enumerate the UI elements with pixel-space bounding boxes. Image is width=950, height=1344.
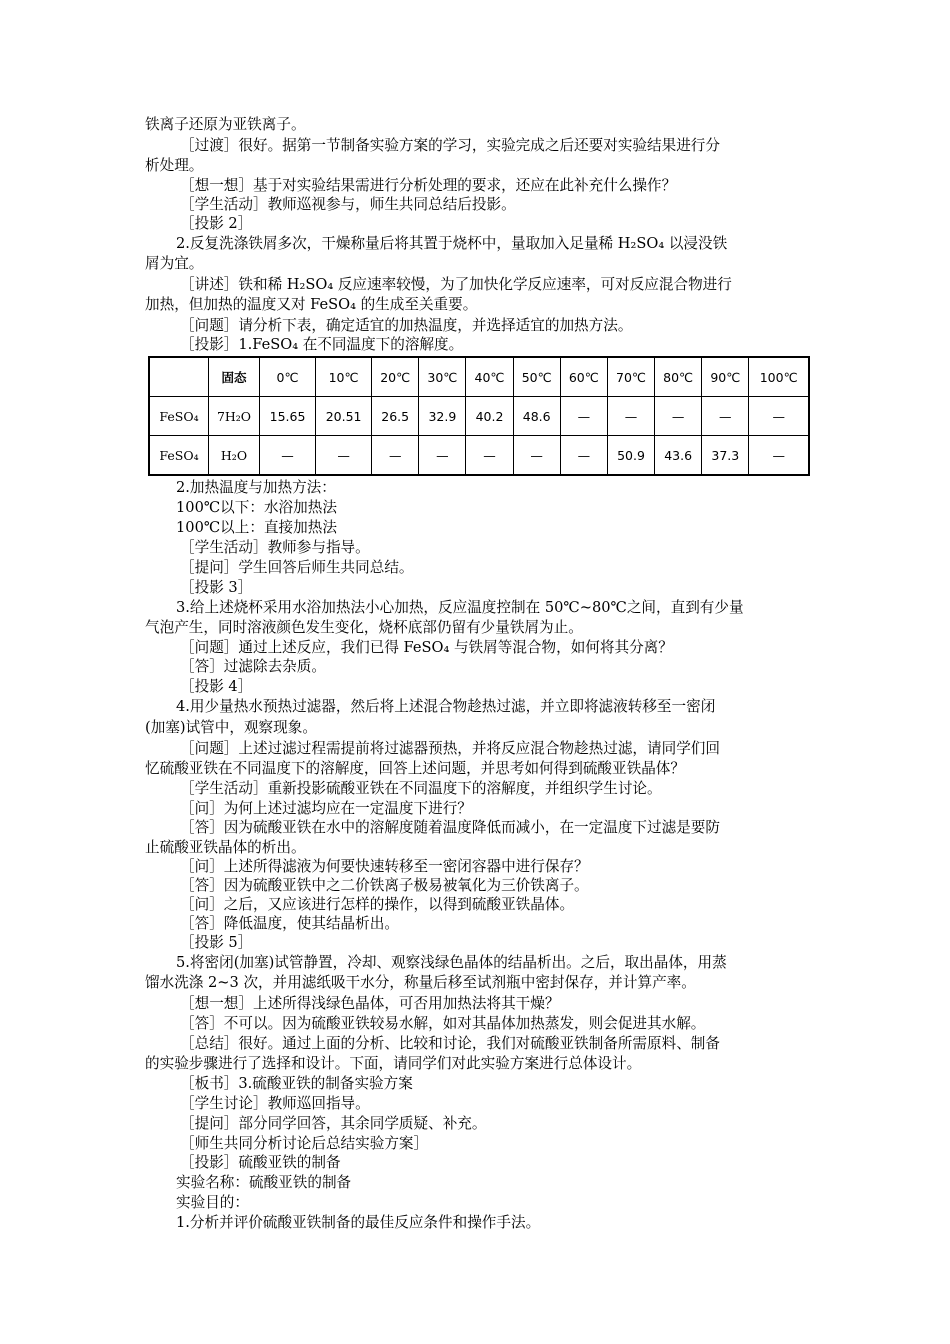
text-line: 铁离子还原为亚铁离子。	[145, 116, 306, 133]
text-line: ［过渡］很好。据第一节制备实验方案的学习，实验完成之后还要对实验结果进行分	[180, 137, 720, 154]
text-line: ［问题］通过上述反应，我们已得 FeSO₄ 与铁屑等混合物，如何将其分离？	[180, 639, 673, 656]
text-line: 析处理。	[145, 157, 204, 174]
text-line: 屑为宜。	[145, 255, 204, 272]
table-cell: 15.65	[260, 397, 316, 436]
text-line: 忆硫酸亚铁在不同温度下的溶解度，回答上述问题，并思考如何得到硫酸亚铁晶体？	[145, 760, 685, 777]
table-cell: —	[607, 397, 654, 436]
text-line: ［问］上述所得滤液为何要快速转移至一密闭容器中进行保存？	[180, 858, 589, 875]
table-cell: FeSO₄	[149, 397, 209, 436]
text-line: 实验名称：硫酸亚铁的制备	[176, 1174, 352, 1191]
solubility-table	[148, 356, 810, 476]
table-cell: 40.2	[466, 397, 513, 436]
table-header-cell: 80℃	[655, 357, 702, 397]
text-line: ［学生活动］教师参与指导。	[180, 539, 370, 556]
table-header-cell: 20℃	[372, 357, 419, 397]
table-cell: —	[419, 436, 466, 476]
text-line: ［师生共同分析讨论后总结实验方案］	[180, 1135, 429, 1152]
text-line: ［问］为何上述过滤均应在一定温度下进行？	[180, 800, 472, 817]
text-line: ［投影］硫酸亚铁的制备	[180, 1154, 341, 1171]
text-line: 1.分析并评价硫酸亚铁制备的最佳反应条件和操作手法。	[176, 1214, 541, 1231]
table-header-cell: 100℃	[749, 357, 809, 397]
text-line: ［总结］很好。通过上面的分析、比较和讨论，我们对硫酸亚铁制备所需原料、制备	[180, 1035, 720, 1052]
table-header-cell	[149, 357, 209, 397]
text-line: 的实验步骤进行了选择和设计。下面，请同学们对此实验方案进行总体设计。	[145, 1055, 642, 1072]
table-cell: 43.6	[655, 436, 702, 476]
text-line: ［答］过滤除去杂质。	[180, 658, 326, 675]
table-cell: —	[513, 436, 560, 476]
table-cell: —	[560, 397, 607, 436]
text-line: ［学生活动］重新投影硫酸亚铁在不同温度下的溶解度，并组织学生讨论。	[180, 780, 662, 797]
table-cell: —	[372, 436, 419, 476]
text-line: 5.将密闭(加塞)试管静置，冷却、观察浅绿色晶体的结晶析出。之后，取出晶体，用蒸	[176, 954, 727, 971]
table-cell: —	[560, 436, 607, 476]
text-line: 4.用少量热水预热过滤器，然后将上述混合物趁热过滤，并立即将滤液转移至一密闭	[176, 698, 716, 715]
text-line: ［问题］请分析下表，确定适宜的加热温度，并选择适宜的加热方法。	[180, 317, 633, 334]
text-line: (加塞)试管中，观察现象。	[145, 719, 317, 736]
text-line: ［投影 4］	[180, 678, 253, 695]
table-header-cell: 固态	[209, 357, 260, 397]
text-line: 止硫酸亚铁晶体的析出。	[145, 839, 306, 856]
table-cell: —	[316, 436, 372, 476]
table-header-row	[149, 357, 809, 397]
table-cell: H₂O	[209, 436, 260, 476]
text-line: ［问题］上述过滤过程需提前将过滤器预热，并将反应混合物趁热过滤，请同学们回	[180, 740, 720, 757]
table-cell: —	[260, 436, 316, 476]
table-header-cell: 70℃	[607, 357, 654, 397]
table-cell: 37.3	[702, 436, 749, 476]
table-cell: 50.9	[607, 436, 654, 476]
text-line: ［想一想］上述所得浅绿色晶体，可否用加热法将其干燥？	[180, 995, 560, 1012]
text-line: 2.加热温度与加热方法：	[176, 479, 336, 496]
table-cell: —	[749, 436, 809, 476]
table-header-cell: 30℃	[419, 357, 466, 397]
text-line: ［投影 2］	[180, 215, 253, 232]
text-line: ［学生活动］教师巡视参与，师生共同总结后投影。	[180, 196, 516, 213]
table-cell: —	[702, 397, 749, 436]
table-row	[149, 397, 809, 436]
text-line: ［答］因为硫酸亚铁中之二价铁离子极易被氧化为三价铁离子。	[180, 877, 589, 894]
text-line: ［板书］3.硫酸亚铁的制备实验方案	[180, 1075, 413, 1092]
text-line: ［答］降低温度，使其结晶析出。	[180, 915, 399, 932]
text-line: 气泡产生，同时溶液颜色发生变化，烧杯底部仍留有少量铁屑为止。	[145, 619, 583, 636]
text-line: ［讲述］铁和稀 H₂SO₄ 反应速率较慢，为了加快化学反应速率，可对反应混合物进行	[180, 276, 732, 293]
text-line: ［提问］部分同学回答，其余同学质疑、补充。	[180, 1115, 487, 1132]
table-header-cell: 0℃	[260, 357, 316, 397]
table-header-cell: 50℃	[513, 357, 560, 397]
text-line: ［提问］学生回答后师生共同总结。	[180, 559, 414, 576]
text-line: ［想一想］基于对实验结果需进行分析处理的要求，还应在此补充什么操作？	[180, 177, 677, 194]
text-line: ［学生讨论］教师巡回指导。	[180, 1095, 370, 1112]
table-cell: 26.5	[372, 397, 419, 436]
table-cell: —	[466, 436, 513, 476]
text-line: ［问］之后，又应该进行怎样的操作，以得到硫酸亚铁晶体。	[180, 896, 575, 913]
text-line: 3.给上述烧杯采用水浴加热法小心加热，反应温度控制在 50℃~80℃之间，直到有少量	[176, 599, 744, 616]
table-cell: —	[749, 397, 809, 436]
text-line: 100℃以上：直接加热法	[176, 519, 337, 536]
text-line: ［投影］1.FeSO₄ 在不同温度下的溶解度。	[180, 336, 464, 353]
table-header-cell: 40℃	[466, 357, 513, 397]
text-line: ［投影 3］	[180, 579, 253, 596]
table-cell: 48.6	[513, 397, 560, 436]
table-header-cell: 90℃	[702, 357, 749, 397]
text-line: ［投影 5］	[180, 934, 253, 951]
text-line: 实验目的：	[176, 1194, 249, 1211]
table-cell: 20.51	[316, 397, 372, 436]
text-line: 2.反复洗涤铁屑多次，干燥称量后将其置于烧杯中，量取加入足量稀 H₂SO₄ 以浸没铁	[176, 235, 728, 252]
table-cell: FeSO₄	[149, 436, 209, 476]
table-header-cell: 60℃	[560, 357, 607, 397]
table-header-cell: 10℃	[316, 357, 372, 397]
text-line: 100℃以下：水浴加热法	[176, 499, 337, 516]
table-cell: —	[655, 397, 702, 436]
text-line: 馏水洗涤 2~3 次，并用滤纸吸干水分，称量后移至试剂瓶中密封保存，并计算产率。	[145, 974, 696, 991]
table-row	[149, 436, 809, 476]
text-line: ［答］不可以。因为硫酸亚铁较易水解，如对其晶体加热蒸发，则会促进其水解。	[180, 1015, 706, 1032]
text-line: 加热，但加热的温度又对 FeSO₄ 的生成至关重要。	[145, 296, 478, 313]
text-line: ［答］因为硫酸亚铁在水中的溶解度随着温度降低而减小，在一定温度下过滤是要防	[180, 819, 720, 836]
table-cell: 7H₂O	[209, 397, 260, 436]
table-cell: 32.9	[419, 397, 466, 436]
